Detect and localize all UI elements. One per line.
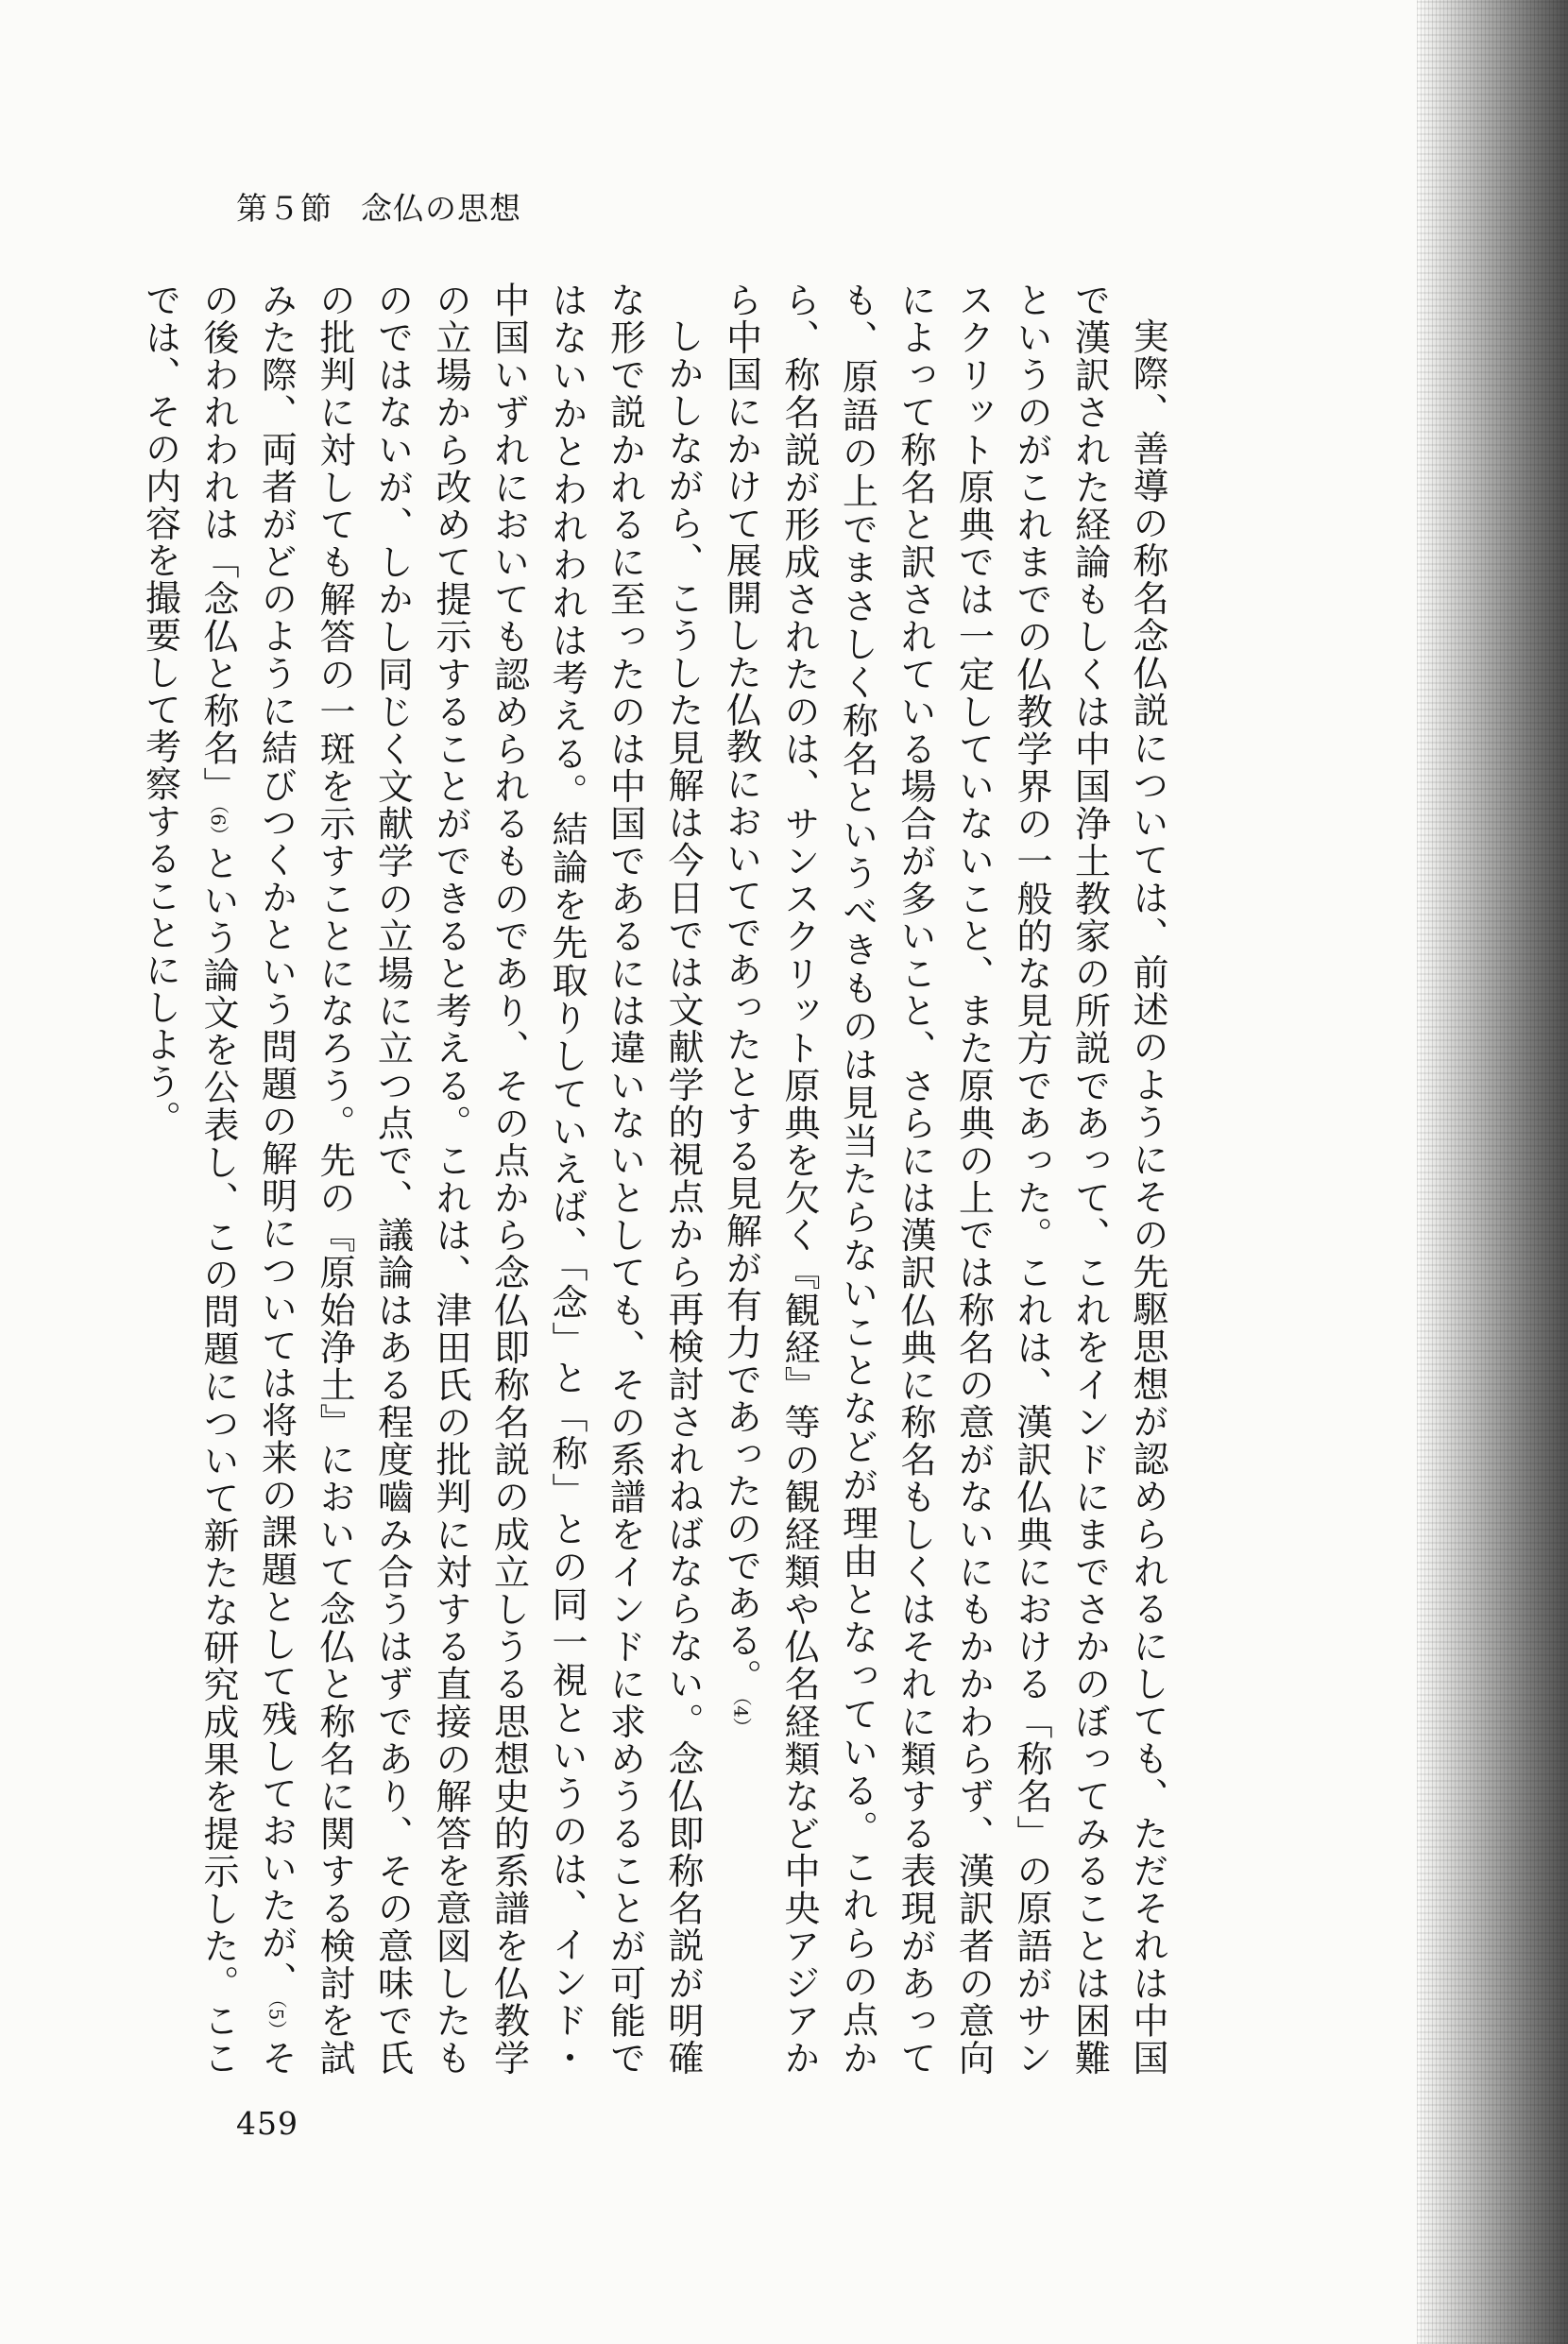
text-run: その後われわれは「念仏と称名」 [197,282,298,2077]
text-run: しかしながら、こうした見解は今日では文献学的視点から再検討されねばならない。念仏即称名説が明確な形で説かれるに至ったのは中国であるには違いないとしても、その系譜をインドに求めうることが可能ではないかとわれわれは考える。結論を先取りしていえば、「念」と「称」との同一視というのは、インド・中国いずれにおいても認められるものであり、その点から念仏即称名説の成立しうる思想史的系譜を仏教学の立場から改めて提示することができると考える。これは、津田氏の批判に対する直接の解答を意図したものではないが、しかし同じく文献学の立場に立つ点で、議論はある程度嚙み合うはずであり、その意味で氏の批判に対しても解答の一斑を示すことになろう。先の『原始浄土』において念仏と称名に関する検討を試みた際、両者がどのように結びつくかという問題の解明については将来の課題として残しておいたが、 [255,282,704,2077]
section-number: 第５節 [236,190,332,227]
running-header [236,184,521,229]
page-number: 459 [236,2105,298,2142]
paragraph [711,282,1176,2077]
body-text-vertical [139,282,1176,2077]
scanned-page-edge-shadow [1417,0,1568,2344]
footnote-ref: （6） [207,804,230,846]
footnote-ref: （4） [729,1696,753,1737]
section-title: 念仏の思想 [361,190,521,227]
paragraph [130,282,711,2077]
footnote-ref: （5） [264,1998,288,2040]
text-run: 実際、善導の称名念仏説については、前述のようにその先駆思想が認められるにしても、ただそれは中国で漢訳された経論もしくは中国浄土教家の所説であって、これをインドにまでさかのぼってみることは困難というのがこれまでの仏教学界の一般的な見方であった。これは、漢訳仏典における「称名」の原語がサンスクリット原典では一定していないこと、また原典の上では称名の意がないにもかかわらず、漢訳者の意向によって称名と訳されている場合が多いこと、さらには漢訳仏典に称名もしくはそれに類する表現があっても、原語の上でまさしく称名というべきものは見当たらないことなどが理由となっている。これらの点から、称名説が形成されたのは、サンスクリット原典を欠く『観経』等の観経類や仏名経類など中央アジアから中国にかけて展開した仏教においてであったとする見解が有力であったのである。 [720,282,1168,2077]
text-run: という論文を公表し、この問題について新たな研究成果を提示した。ここでは、その内容を撮要して考察することにしよう。 [139,282,239,2077]
